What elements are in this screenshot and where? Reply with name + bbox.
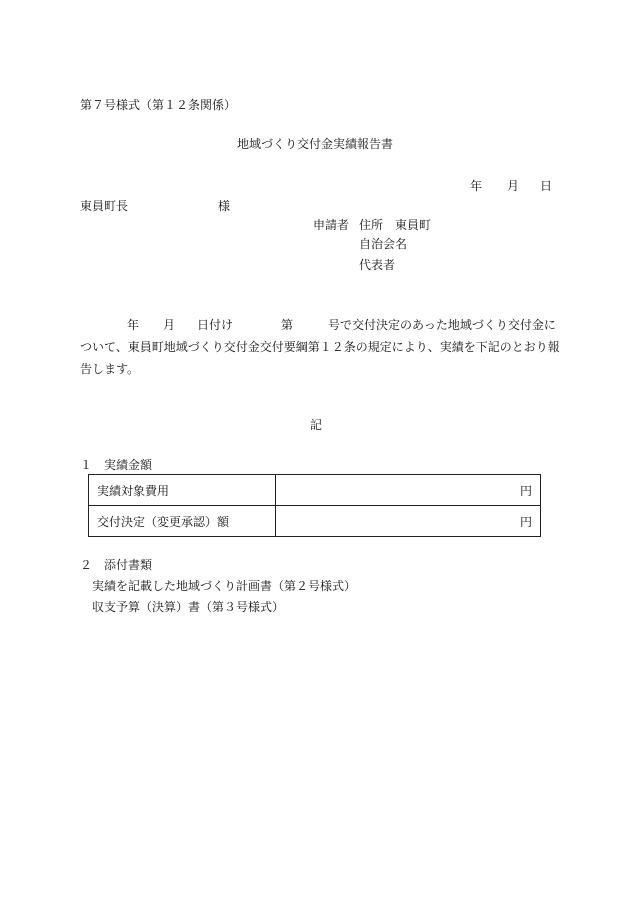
section-1-heading: １ 実績金額 xyxy=(80,458,153,472)
table-row xyxy=(89,506,541,537)
report-body xyxy=(80,314,560,380)
body-line-2: ついて、東員町地域づくり交付金交付要綱第１２条の規定により、実績を下記のとおり報 xyxy=(80,340,560,354)
section-2-heading: ２ 添付書類 xyxy=(80,558,153,572)
attachment-item: 実績を記載した地域づくり計画書（第２号様式） xyxy=(92,579,357,593)
association-label: 自治会名 xyxy=(359,237,408,251)
amounts-table xyxy=(88,474,541,537)
addressee-honorific: 様 xyxy=(218,199,231,213)
body-line-3: 告します。 xyxy=(80,362,140,376)
ki-notation: 記 xyxy=(310,418,323,432)
body-dated-label: 日付け xyxy=(197,318,234,332)
body-line-1 xyxy=(80,314,556,336)
amount-field: 円 xyxy=(276,475,541,506)
body-month-label: 月 xyxy=(163,318,176,332)
date-year-label: 年 xyxy=(470,179,483,193)
amount-field: 円 xyxy=(276,506,541,537)
representative-label: 代表者 xyxy=(359,258,396,272)
row-label: 実績対象費用 xyxy=(89,475,276,506)
applicant-label: 申請者 xyxy=(313,218,350,232)
row-label: 交付決定（変更承認）額 xyxy=(89,506,276,537)
address-label: 住所 xyxy=(359,218,384,232)
addressee-name: 東員町長 xyxy=(80,199,129,213)
date-month-label: 月 xyxy=(507,179,520,193)
document-title: 地域づくり交付金実績報告書 xyxy=(237,137,394,151)
table-row xyxy=(89,475,541,506)
date-day-label: 日 xyxy=(540,179,553,193)
body-line-1-tail: 号で交付決定のあった地域づくり交付金に xyxy=(328,318,556,332)
address-value: 東員町 xyxy=(395,218,432,232)
body-number-prefix: 第 xyxy=(281,318,294,332)
body-year-label: 年 xyxy=(127,318,140,332)
attachment-item: 収支予算（決算）書（第３号様式） xyxy=(92,600,285,614)
form-number: 第７号様式（第１２条関係） xyxy=(80,98,237,112)
